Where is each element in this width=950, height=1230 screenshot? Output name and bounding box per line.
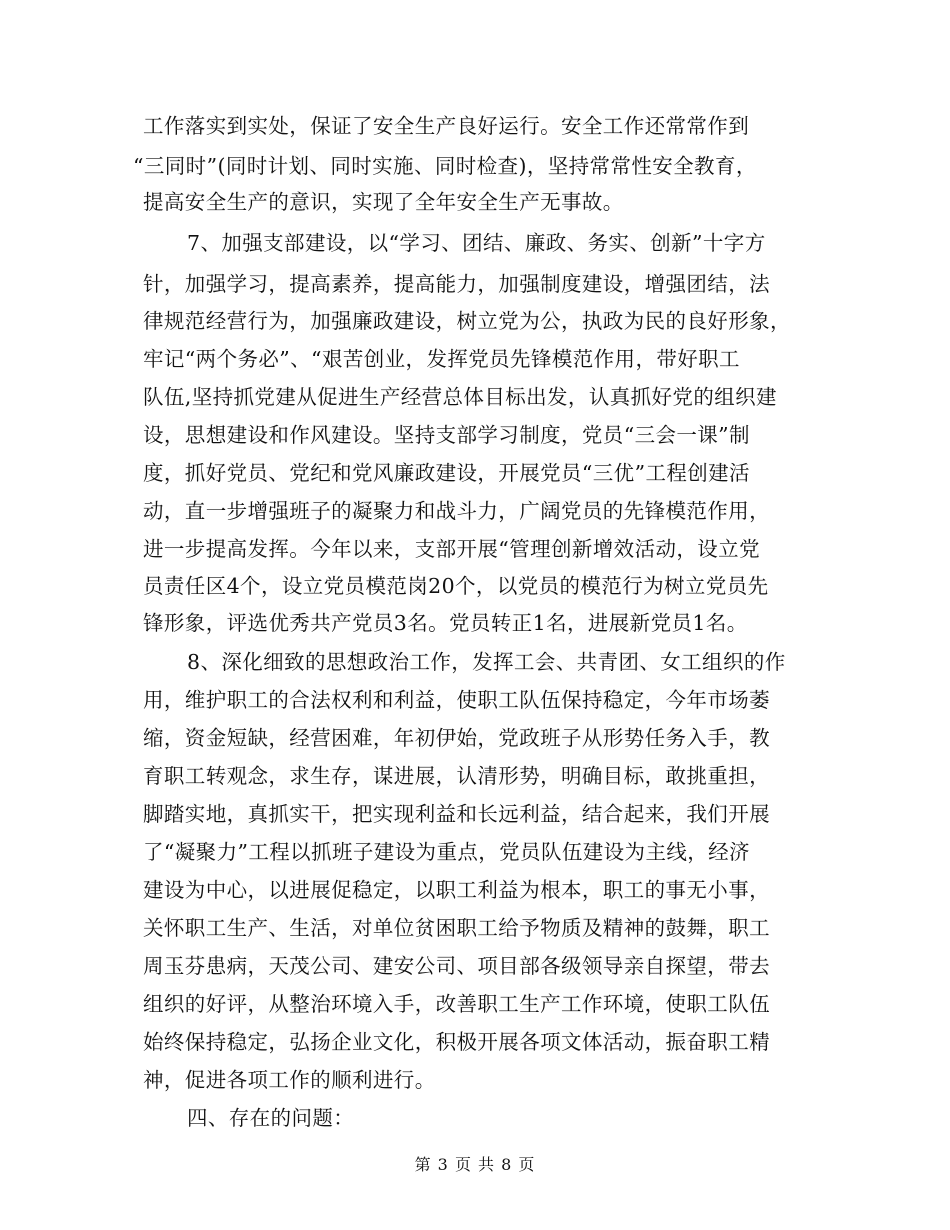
body-text-line: 针，加强学习，提高素养，提高能力，加强制度建设，增强团结，法 bbox=[143, 272, 770, 296]
paragraph-8-first-line: 8、深化细致的思想政治工作，发挥工会、共青团、女工组织的作 bbox=[187, 650, 786, 674]
body-text-line: 缩，资金短缺，经营困难，年初伊始，党政班子从形势任务入手，教 bbox=[143, 726, 770, 750]
body-text-line: 用，维护职工的合法权利和利益，使职工队伍保持稳定，今年市场萎 bbox=[143, 688, 770, 712]
section-heading: 四、存在的问题： bbox=[187, 1106, 355, 1130]
body-text-line: 牢记“两个务必”、“艰苦创业，发挥党员先锋模范作用，带好职工 bbox=[143, 347, 740, 371]
body-text-line: 关怀职工生产、生活，对单位贫困职工给予物质及精神的鼓舞，职工 bbox=[143, 916, 770, 940]
body-text-line: 了“凝聚力”工程以抓班子建设为重点，党员队伍建设为主线，经济 bbox=[143, 840, 750, 864]
body-text-line: 周玉芬患病，天茂公司、建安公司、项目部各级领导亲自探望，带去 bbox=[143, 954, 770, 978]
body-text-line: “三同时”(同时计划、同时实施、同时检查)，坚持常常性安全教育， bbox=[133, 154, 757, 178]
body-text-line: 组织的好评，从整治环境入手，改善职工生产工作环境，使职工队伍 bbox=[143, 992, 770, 1016]
body-text-line: 度，抓好党员、党纪和党风廉政建设，开展党员“三优”工程创建活 bbox=[143, 461, 750, 485]
body-text-line: 工作落实到实处，保证了安全生产良好运行。安全工作还常常作到 bbox=[143, 114, 750, 138]
body-text-line: 育职工转观念，求生存，谋进展，认清形势，明确目标，敢挑重担， bbox=[143, 764, 770, 788]
body-text-line: 进一步提高发挥。今年以来，支部开展“管理创新增效活动，设立党 bbox=[143, 537, 760, 561]
body-text-line: 设，思想建设和作风建设。坚持支部学习制度，党员“三会一课”制 bbox=[143, 423, 750, 447]
body-text-line: 神，促进各项工作的顺利进行。 bbox=[143, 1068, 436, 1092]
body-text-line: 员责任区4个，设立党员模范岗20个，以党员的模范行为树立党员先 bbox=[143, 574, 769, 598]
body-text-line: 脚踏实地，真抓实干，把实现利益和长远利益，结合起来，我们开展 bbox=[143, 802, 770, 826]
body-text-line: 锋形象，评选优秀共产党员3名。党员转正1名，进展新党员1名。 bbox=[143, 611, 748, 635]
body-text-line: 始终保持稳定，弘扬企业文化，积极开展各项文体活动，振奋职工精 bbox=[143, 1030, 770, 1054]
body-text-line: 律规范经营行为，加强廉政建设，树立党为公，执政为民的良好形象， bbox=[143, 309, 791, 333]
paragraph-7-first-line: 7、加强支部建设，以“学习、团结、廉政、务实、创新”十字方 bbox=[187, 231, 766, 255]
body-text-line: 队伍,坚持抓党建从促进生产经营总体目标出发，认真抓好党的组织建 bbox=[143, 385, 777, 409]
page-number-footer: 第 3 页 共 8 页 bbox=[414, 1155, 536, 1174]
body-text-line: 动，直一步增强班子的凝聚力和战斗力，广阔党员的先锋模范作用， bbox=[143, 499, 770, 523]
body-text-line: 建设为中心，以进展促稳定，以职工利益为根本，职工的事无小事， bbox=[143, 878, 770, 902]
body-text-line: 提高安全生产的意识，实现了全年安全生产无事故。 bbox=[143, 190, 624, 214]
